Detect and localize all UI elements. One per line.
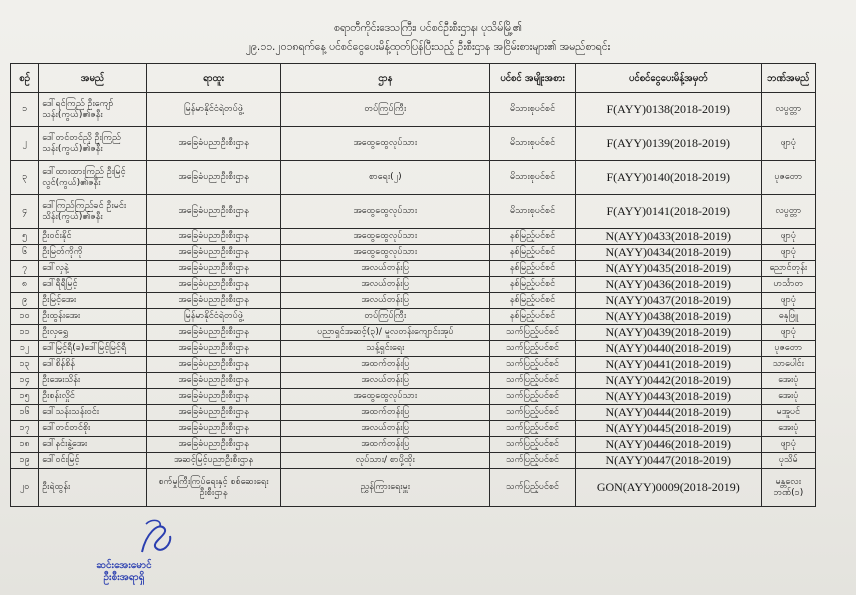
- cell-dept: အလယ်တန်းပြ: [281, 261, 490, 277]
- cell-dept: အထွေထွေလုပ်သား: [281, 229, 490, 245]
- table-row: [11, 453, 816, 469]
- cell-type: မိသားစုပင်စင်: [490, 195, 576, 229]
- cell-dept: အလယ်တန်းပြ: [281, 421, 490, 437]
- column-header-rank: ရာထူး: [146, 64, 281, 93]
- cell-rank: အဆင့်မြင့်ပညာဦးစီးဌာန: [146, 453, 281, 469]
- cell-bank: ဖျာပုံ: [761, 127, 815, 161]
- cell-name: ဒေါ်ကြည်ကြည်ခင် ဦးမင်းသိန်း(ကွယ်)၏ဇနီး: [39, 195, 147, 229]
- column-header-type: ပင်စင် အမျိုးအစား: [490, 64, 576, 93]
- cell-dept: အထက်တန်းပြ: [281, 437, 490, 453]
- cell-rank: အခြေခံပညာဦးစီးဌာန: [146, 293, 281, 309]
- cell-type: နစ်မြည့်ပင်စင်: [490, 309, 576, 325]
- cell-name: ဦးဝင်းနိုင်: [39, 229, 147, 245]
- cell-dept: တပ်ကြပ်ကြီး: [281, 309, 490, 325]
- official-stamp: [84, 560, 164, 584]
- cell-bank: အေးပုံ: [761, 373, 815, 389]
- cell-type: သက်ပြည့်ပင်စင်: [490, 389, 576, 405]
- document-title-line2: ၂၉.၁၁.၂၀၁၈ရက်နေ့ ပင်စင်ငွေပေးမိန့်ထုတ်ပြန်ပြီးသည့် ဦးစီးဌာန အငြိမ်းစားများ၏ အမည်စာရင်း: [245, 41, 611, 53]
- cell-name: ဦးမြတ်ကိုကို: [39, 245, 147, 261]
- cell-no: ၁၉: [11, 453, 39, 469]
- cell-type: သက်ပြည့်ပင်စင်: [490, 405, 576, 421]
- table-row: [11, 373, 816, 389]
- cell-no: ၇: [11, 261, 39, 277]
- cell-rank: အခြေခံပညာဦးစီးဌာန: [146, 277, 281, 293]
- cell-no: ၄: [11, 195, 39, 229]
- cell-bank: ပုသိမ်: [761, 453, 815, 469]
- table-row: [11, 195, 816, 229]
- cell-dept: ပညာရှင်အဆင့်(၃)/ မူလတန်းကျောင်းအုပ်: [281, 325, 490, 341]
- cell-rank: အခြေခံပညာဦးစီးဌာန: [146, 261, 281, 277]
- cell-dept: လုပ်သား/ စာပို့ထိုး: [281, 453, 490, 469]
- cell-no: ၁: [11, 93, 39, 127]
- cell-dept: စာရေး(၂): [281, 161, 490, 195]
- cell-type: သက်ပြည့်ပင်စင်: [490, 325, 576, 341]
- cell-order: N(AYY)0446(2018-2019): [575, 437, 761, 453]
- cell-no: ၂၀: [11, 469, 39, 507]
- table-row: [11, 229, 816, 245]
- cell-rank: မြန်မာနိုင်ငံရဲတပ်ဖွဲ့: [146, 93, 281, 127]
- cell-dept: ညွှန်ကြားရေးမှူး: [281, 469, 490, 507]
- signature-mark: [136, 514, 176, 558]
- cell-name: ဒေါ်နင်းနွဲ့အေး: [39, 437, 147, 453]
- cell-dept: အထက်တန်းပြ: [281, 357, 490, 373]
- cell-bank: အေးပုံ: [761, 389, 815, 405]
- cell-bank: ဖျာပုံ: [761, 325, 815, 341]
- cell-type: မိသားစုပင်စင်: [490, 93, 576, 127]
- cell-no: ၂: [11, 127, 39, 161]
- cell-type: သက်ပြည့်ပင်စင်: [490, 469, 576, 507]
- table-row: [11, 421, 816, 437]
- cell-order: F(AYY)0138(2018-2019): [575, 93, 761, 127]
- cell-rank: အခြေခံပညာဦးစီးဌာန: [146, 405, 281, 421]
- cell-no: ၁၈: [11, 437, 39, 453]
- table-row: [11, 469, 816, 507]
- cell-no: ၁၇: [11, 421, 39, 437]
- cell-bank: ဖျာပုံ: [761, 245, 815, 261]
- cell-dept: အထက်တန်းပြ: [281, 405, 490, 421]
- cell-order: N(AYY)0433(2018-2019): [575, 229, 761, 245]
- cell-order: F(AYY)0141(2018-2019): [575, 195, 761, 229]
- cell-rank: အခြေခံပညာဦးစီးဌာန: [146, 195, 281, 229]
- cell-rank: အခြေခံပညာဦးစီးဌာန: [146, 245, 281, 261]
- cell-dept: အလယ်တန်းပြ: [281, 373, 490, 389]
- cell-no: ၁၀: [11, 309, 39, 325]
- cell-no: ၁၁: [11, 325, 39, 341]
- cell-type: သက်ပြည့်ပင်စင်: [490, 373, 576, 389]
- cell-name: ဒေါ်စိန်စိန်: [39, 357, 147, 373]
- table-row: [11, 437, 816, 453]
- cell-bank: ပုဇတော: [761, 341, 815, 357]
- cell-bank: ပုဇတော: [761, 161, 815, 195]
- cell-type: နစ်မြည့်ပင်စင်: [490, 261, 576, 277]
- cell-rank: အခြေခံပညာဦးစီးဌာန: [146, 389, 281, 405]
- cell-bank: အေးပုံ: [761, 421, 815, 437]
- cell-order: N(AYY)0436(2018-2019): [575, 277, 761, 293]
- stamp-title: ဦးစီးအရာရှိ: [103, 572, 145, 583]
- cell-order: F(AYY)0140(2018-2019): [575, 161, 761, 195]
- cell-order: N(AYY)0439(2018-2019): [575, 325, 761, 341]
- cell-rank: အခြေခံပညာဦးစီးဌာန: [146, 229, 281, 245]
- cell-dept: သန့်ရှင်းရေး: [281, 341, 490, 357]
- cell-rank: စက်မှုကြီးကြပ်ရေးနှင့် စစ်ဆေးရေးဦးစီးဌာန: [146, 469, 281, 507]
- table-row: [11, 389, 816, 405]
- cell-order: N(AYY)0447(2018-2019): [575, 453, 761, 469]
- cell-name: ဒေါ်တင်တင်စိုး: [39, 421, 147, 437]
- cell-order: N(AYY)0441(2018-2019): [575, 357, 761, 373]
- cell-order: N(AYY)0443(2018-2019): [575, 389, 761, 405]
- cell-bank: မအူပင်: [761, 405, 815, 421]
- cell-no: ၁၅: [11, 389, 39, 405]
- cell-name: ဦးရဲထွန်း: [39, 469, 147, 507]
- cell-no: ၉: [11, 293, 39, 309]
- cell-no: ၅: [11, 229, 39, 245]
- table-header-row: [11, 64, 816, 93]
- table-row: [11, 357, 816, 373]
- cell-type: သက်ပြည့်ပင်စင်: [490, 421, 576, 437]
- column-header-bank: ဘဏ်အမည်: [761, 64, 815, 93]
- cell-rank: မြန်မာနိုင်ငံရဲတပ်ဖွဲ့: [146, 309, 281, 325]
- cell-name: ဦးမြင့်အေး: [39, 293, 147, 309]
- table-row: [11, 309, 816, 325]
- cell-rank: အခြေခံပညာဦးစီးဌာန: [146, 325, 281, 341]
- cell-dept: အလယ်တန်းပြ: [281, 277, 490, 293]
- table-row: [11, 161, 816, 195]
- cell-bank: သာပေါင်း: [761, 357, 815, 373]
- cell-order: N(AYY)0445(2018-2019): [575, 421, 761, 437]
- cell-type: သက်ပြည့်ပင်စင်: [490, 341, 576, 357]
- cell-no: ၃: [11, 161, 39, 195]
- cell-name: ဒေါ်သန်းသန်းဝင်း: [39, 405, 147, 421]
- table-row: [11, 127, 816, 161]
- cell-bank: မန္တလေး ဘဏ်(၁): [761, 469, 815, 507]
- cell-name: ဒေါ်တင်တင်ညို ဦးကြည်သန်း(ကွယ်)၏ဇနီး: [39, 127, 147, 161]
- cell-type: မိသားစုပင်စင်: [490, 161, 576, 195]
- table-row: [11, 325, 816, 341]
- cell-no: ၁၆: [11, 405, 39, 421]
- table-row: [11, 245, 816, 261]
- cell-bank: ညောင်တုန်း: [761, 261, 815, 277]
- cell-type: မိသားစုပင်စင်: [490, 127, 576, 161]
- cell-no: ၁၃: [11, 357, 39, 373]
- cell-name: ဒေါ်လှနဲ့: [39, 261, 147, 277]
- cell-rank: အခြေခံပညာဦးစီးဌာန: [146, 161, 281, 195]
- table-row: [11, 93, 816, 127]
- cell-type: နစ်မြည့်ပင်စင်: [490, 229, 576, 245]
- cell-rank: အခြေခံပညာဦးစီးဌာန: [146, 373, 281, 389]
- document-title-line1: စရာတီကိုင်းဒေသကြီး၊ ပင်စင်ဦးစီးဌာန၊ ပုသိမ်မြို့၏: [334, 22, 522, 34]
- cell-type: သက်ပြည့်ပင်စင်: [490, 453, 576, 469]
- cell-name: ဒေါ်မြင့်ရီ(ခ)ဒေါ်မြင့်မြင့်ရီ: [39, 341, 147, 357]
- pension-table: [10, 63, 816, 507]
- table-row: [11, 293, 816, 309]
- cell-order: N(AYY)0442(2018-2019): [575, 373, 761, 389]
- cell-order: N(AYY)0434(2018-2019): [575, 245, 761, 261]
- cell-dept: အထွေထွေလုပ်သား: [281, 389, 490, 405]
- cell-name: ဦးအေးသိန်း: [39, 373, 147, 389]
- cell-type: နစ်မြည့်ပင်စင်: [490, 293, 576, 309]
- cell-name: ဦးထွန်းအေး: [39, 309, 147, 325]
- cell-order: N(AYY)0437(2018-2019): [575, 293, 761, 309]
- cell-order: GON(AYY)0009(2018-2019): [575, 469, 761, 507]
- cell-dept: အထွေထွေလုပ်သား: [281, 195, 490, 229]
- cell-bank: ဟင်္သာတ: [761, 277, 815, 293]
- cell-name: ဒေါ်ထားထားကြည် ဦးမြင့်လွင်(ကွယ်)၏ဇနီး: [39, 161, 147, 195]
- cell-bank: ဖျာပုံ: [761, 437, 815, 453]
- table-row: [11, 277, 816, 293]
- column-header-order: ပင်စင်ငွေပေးမိန့်အမှတ်: [575, 64, 761, 93]
- cell-order: F(AYY)0139(2018-2019): [575, 127, 761, 161]
- cell-bank: ဓနုဖြူ: [761, 309, 815, 325]
- cell-rank: အခြေခံပညာဦးစီးဌာန: [146, 421, 281, 437]
- column-header-name: အမည်: [39, 64, 147, 93]
- cell-type: သက်ပြည့်ပင်စင်: [490, 357, 576, 373]
- cell-order: N(AYY)0438(2018-2019): [575, 309, 761, 325]
- cell-order: N(AYY)0444(2018-2019): [575, 405, 761, 421]
- cell-no: ၈: [11, 277, 39, 293]
- cell-dept: အလယ်တန်းပြ: [281, 293, 490, 309]
- cell-no: ၁၂: [11, 341, 39, 357]
- stamp-name: ဆင်းအေးမောင်: [96, 560, 152, 571]
- table-row: [11, 341, 816, 357]
- cell-name: ဦးစန်းလှိုင်: [39, 389, 147, 405]
- cell-dept: အထွေထွေလုပ်သား: [281, 245, 490, 261]
- cell-bank: လပွတ္တာ: [761, 93, 815, 127]
- cell-name: ဒေါ်ရီရီမြင့်: [39, 277, 147, 293]
- cell-name: ဦးလှရွှေ: [39, 325, 147, 341]
- cell-rank: အခြေခံပညာဦးစီးဌာန: [146, 341, 281, 357]
- cell-type: သက်ပြည့်ပင်စင်: [490, 437, 576, 453]
- table-row: [11, 405, 816, 421]
- cell-order: N(AYY)0435(2018-2019): [575, 261, 761, 277]
- cell-bank: ဖျာပုံ: [761, 293, 815, 309]
- cell-no: ၁၄: [11, 373, 39, 389]
- cell-dept: တပ်ကြပ်ကြီး: [281, 93, 490, 127]
- cell-name: ဒေါ်ဝင်းမြင့်: [39, 453, 147, 469]
- column-header-no: စဉ်: [11, 64, 39, 93]
- cell-name: ဒေါ်ရင်ကြည် ဦးကျော်သန်း(ကွယ်)၏ဇနီး: [39, 93, 147, 127]
- cell-order: N(AYY)0440(2018-2019): [575, 341, 761, 357]
- column-header-dept: ဌာန: [281, 64, 490, 93]
- cell-rank: အခြေခံပညာဦးစီးဌာန: [146, 127, 281, 161]
- table-row: [11, 261, 816, 277]
- cell-bank: ဖျာပုံ: [761, 229, 815, 245]
- cell-type: နစ်မြည့်ပင်စင်: [490, 277, 576, 293]
- cell-type: နစ်မြည့်ပင်စင်: [490, 245, 576, 261]
- cell-no: ၆: [11, 245, 39, 261]
- cell-dept: အထွေထွေလုပ်သား: [281, 127, 490, 161]
- cell-rank: အခြေခံပညာဦးစီးဌာန: [146, 357, 281, 373]
- cell-bank: လပွတ္တာ: [761, 195, 815, 229]
- cell-rank: အခြေခံပညာဦးစီးဌာန: [146, 437, 281, 453]
